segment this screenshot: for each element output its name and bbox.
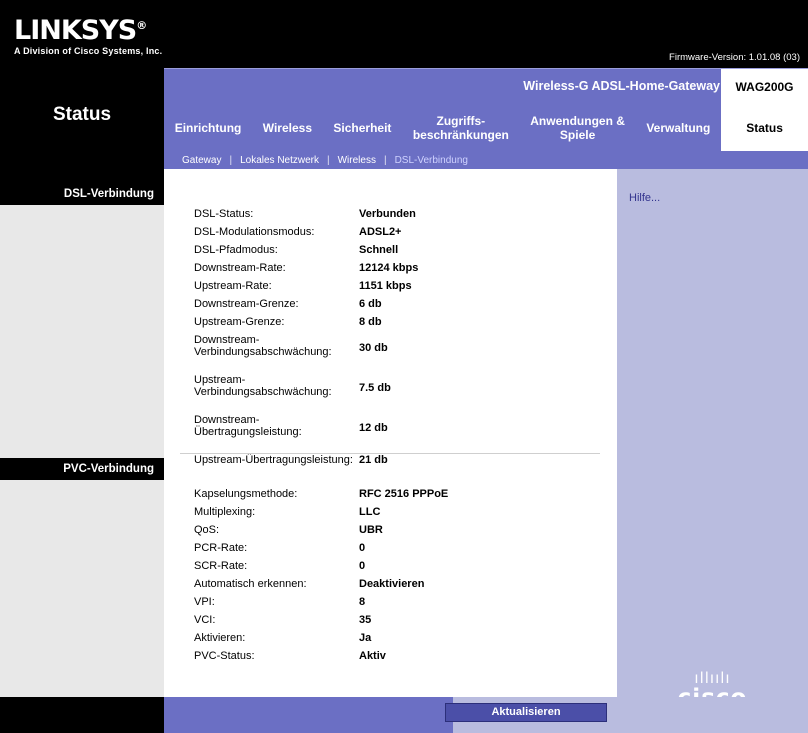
table-row (194, 316, 594, 334)
table-row (194, 454, 594, 472)
row-label: VPI: (194, 596, 215, 608)
row-label-line1: Upstream- (194, 374, 246, 386)
row-label: PVC-Status: (194, 650, 255, 662)
row-value: 0 (359, 560, 366, 572)
row-label: SCR-Rate: (194, 560, 248, 572)
subtab-gateway[interactable]: Gateway (182, 154, 222, 166)
tab-einrichtung[interactable] (164, 104, 252, 151)
tab-label (413, 114, 509, 142)
tab-label-line1: Zugriffs- (436, 113, 486, 128)
row-value: 1151 kbps (359, 280, 412, 292)
row-value: RFC 2516 PPPoE (359, 488, 449, 500)
sub-nav (164, 151, 721, 169)
tab-anwendungen-spiele[interactable] (520, 104, 636, 151)
subnav-separator: | (229, 154, 233, 166)
table-row (194, 506, 594, 524)
table-row (194, 614, 594, 632)
row-label-line2: Übertragungsleistung: (194, 426, 302, 438)
tab-label-line2: beschränkungen (412, 127, 509, 142)
tab-label: Einrichtung (174, 120, 242, 135)
row-label: DSL-Pfadmodus: (194, 244, 278, 256)
table-row (194, 542, 594, 560)
row-label: Multiplexing: (194, 506, 256, 518)
row-label: DSL-Modulationsmodus: (194, 226, 315, 238)
refresh-button[interactable]: Aktualisieren (445, 703, 607, 722)
brand-name: LINKSYS® (14, 15, 147, 46)
tab-status[interactable] (721, 104, 808, 151)
tab-wireless[interactable] (252, 104, 323, 151)
row-label: Upstream-Grenze: (194, 316, 285, 328)
tab-label: Wireless (262, 120, 313, 135)
row-value: UBR (359, 524, 383, 536)
section-label-dsl: DSL-Verbindung (0, 183, 164, 205)
footer-bar (164, 697, 808, 733)
row-value: 6 db (359, 298, 382, 310)
row-label: VCI: (194, 614, 216, 626)
row-value: 35 (359, 614, 372, 626)
row-value: Deaktivieren (359, 578, 425, 590)
left-gray-panel-dsl (0, 205, 164, 458)
row-value: 7.5 db (359, 382, 391, 394)
table-row (194, 374, 594, 414)
table-row (194, 560, 594, 578)
help-link[interactable]: Hilfe... (629, 192, 661, 204)
cisco-bars-icon: ıllıılı (694, 669, 731, 687)
row-label: Kapselungsmethode: (194, 488, 298, 500)
subnav-right-spacer (721, 151, 808, 169)
row-value: 8 db (359, 316, 382, 328)
row-label (194, 414, 359, 454)
firmware-version: Firmware-Version: 1.01.08 (03) (669, 52, 800, 63)
content-area (164, 169, 808, 733)
table-row (194, 414, 594, 454)
subnav-separator: | (327, 154, 330, 166)
table-row (194, 596, 594, 614)
table-row (194, 226, 594, 244)
tab-label: Status (746, 120, 783, 135)
product-name: Wireless-G ADSL-Home-Gateway (523, 79, 720, 93)
table-row (194, 280, 594, 298)
tab-verwaltung[interactable] (636, 104, 721, 151)
table-row (194, 578, 594, 596)
help-panel (617, 169, 808, 733)
footer-left-spacer (0, 697, 164, 733)
page-title: Status (52, 104, 112, 125)
row-label: Downstream-Grenze: (194, 298, 299, 310)
main-nav (164, 104, 808, 151)
row-label (194, 374, 359, 414)
section-label-pvc: PVC-Verbindung (0, 458, 164, 480)
row-label: PCR-Rate: (194, 542, 248, 554)
table-row (194, 524, 594, 542)
row-value: 12 db (359, 422, 388, 434)
table-row (194, 632, 594, 650)
row-label: DSL-Status: (194, 208, 254, 220)
row-label-line1: Downstream- (194, 414, 260, 426)
row-label-line1: Downstream- (194, 334, 260, 346)
tab-label: Verwaltung (646, 120, 711, 135)
dsl-status-table (194, 208, 594, 472)
main-panel (164, 169, 617, 733)
row-value: 21 db (359, 454, 388, 466)
row-label: Aktivieren: (194, 632, 246, 644)
tab-label: Sicherheit (333, 120, 392, 135)
table-row (194, 334, 594, 374)
page-header (0, 0, 808, 68)
table-row (194, 488, 594, 506)
subtab-dsl-verbindung[interactable]: DSL-Verbindung (394, 154, 468, 166)
row-value: 0 (359, 542, 366, 554)
tab-label-line2: Spiele (559, 127, 596, 142)
titlebar-band (164, 68, 808, 105)
linksys-logo (14, 12, 162, 56)
tab-label (530, 114, 625, 142)
pvc-status-table (194, 488, 594, 668)
left-gray-panel-pvc (0, 480, 164, 697)
row-label: QoS: (194, 524, 220, 536)
row-value: Ja (359, 632, 372, 644)
subtab-wireless[interactable]: Wireless (337, 154, 376, 166)
table-row (194, 208, 594, 226)
row-value: 30 db (359, 342, 388, 354)
row-label-line2: Verbindungsabschwächung: (194, 386, 332, 398)
row-value: LLC (359, 506, 381, 518)
row-value: 12124 kbps (359, 262, 419, 274)
row-label: Upstream-Rate: (194, 280, 272, 292)
row-value: Aktiv (359, 650, 386, 662)
row-value: 8 (359, 596, 366, 608)
table-row (194, 262, 594, 280)
tab-label-line1: Anwendungen & (530, 113, 625, 128)
row-label (194, 334, 359, 374)
table-row (194, 244, 594, 262)
brand-tagline: A Division of Cisco Systems, Inc. (14, 46, 163, 56)
registered-mark-icon: ® (136, 19, 147, 32)
row-label-line2: Verbindungsabschwächung: (194, 346, 332, 358)
row-value: Verbunden (359, 208, 416, 220)
row-label: Automatisch erkennen: (194, 578, 307, 590)
model-badge: WAG200G (721, 69, 808, 105)
table-row (194, 298, 594, 316)
row-value: ADSL2+ (359, 226, 402, 238)
subtab-lokales-netzwerk[interactable]: Lokales Netzwerk (240, 154, 319, 166)
row-label: Upstream-Übertragungsleistung: (194, 454, 353, 466)
subnav-separator: | (383, 154, 387, 166)
row-value: Schnell (359, 244, 399, 256)
row-label: Downstream-Rate: (194, 262, 286, 274)
table-row (194, 650, 594, 668)
tab-sicherheit[interactable] (323, 104, 402, 151)
section-divider (180, 453, 600, 454)
tab-zugriffsbeschraenkungen[interactable] (402, 104, 519, 151)
